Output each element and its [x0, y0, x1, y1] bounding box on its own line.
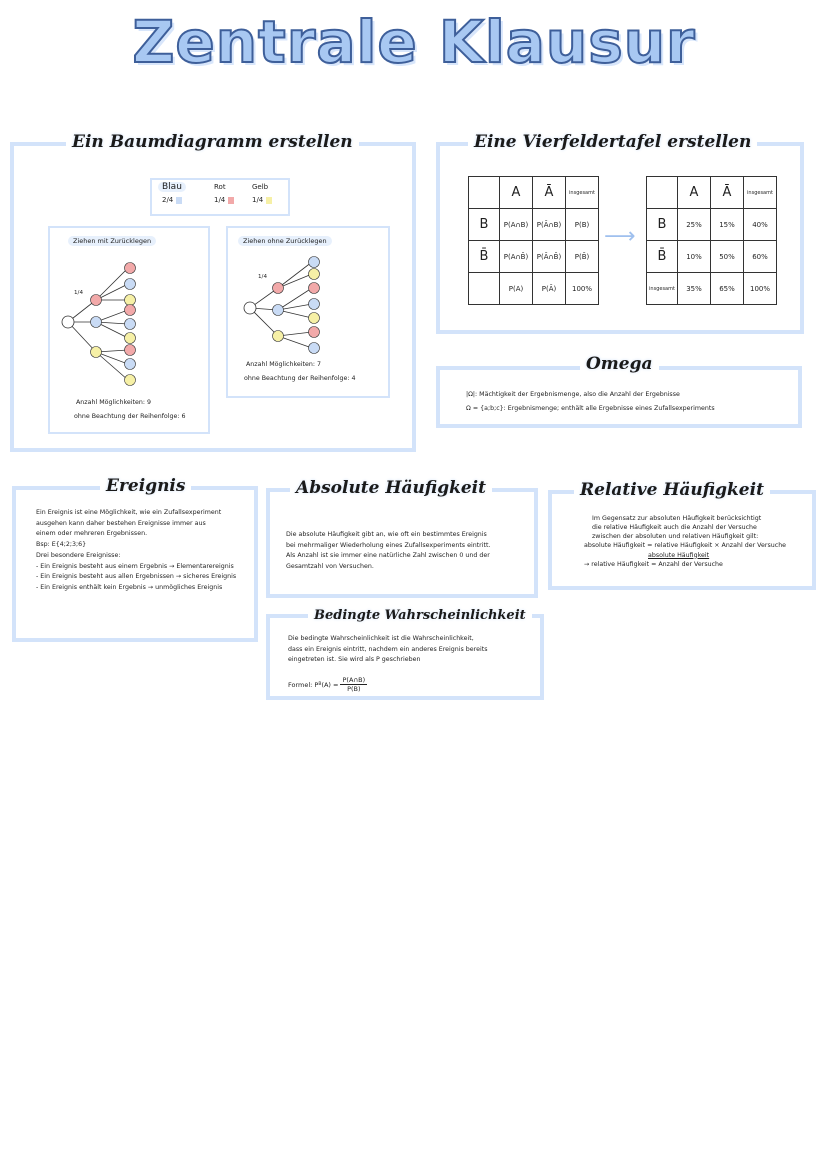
formula-after: (A) =	[321, 680, 339, 689]
tree-root	[244, 302, 256, 314]
formula-fraction	[340, 676, 367, 693]
vf1-cell: P(B̄)	[566, 241, 599, 273]
tree-leaf	[125, 319, 136, 330]
tree-leaf	[125, 345, 136, 356]
relative-fraction-numerator: absolute Häufigkeit	[648, 551, 710, 559]
tree-without-replacement-title: Ziehen ohne Zurücklegen	[238, 236, 332, 246]
tree-with-replacement	[48, 226, 210, 434]
vf2-header-a: A	[678, 177, 711, 209]
vf2-cell: 10%	[678, 241, 711, 273]
tree-node-red	[91, 295, 102, 306]
vf2-header-a-bar: Ā	[711, 177, 744, 209]
tree-leaf	[309, 283, 320, 294]
tree-without-replacement	[226, 226, 390, 398]
tree-diagram-with-replacement	[50, 252, 208, 402]
absolute-text	[286, 530, 490, 573]
formula-numerator: P(A∩B)	[342, 676, 366, 684]
formula-denominator: P(B)	[347, 685, 361, 693]
bedingte-text	[288, 634, 488, 666]
formula-label: Formel: P	[288, 680, 319, 689]
absolute-line: Als Anzahl ist sie immer eine natürliche Zahl zwischen 0 und der	[286, 552, 490, 560]
vf1-corner	[469, 177, 500, 209]
vf1-cell: P(Ā∩B)	[533, 209, 566, 241]
tree-leaf	[309, 257, 320, 268]
legend-red-label: Rot	[214, 183, 226, 191]
vf2-row-total-label: insgesamt	[647, 273, 678, 305]
vf1-cell: P(A∩B̄)	[500, 241, 533, 273]
tree-with-replacement-count: Anzahl Möglichkeiten: 9	[76, 399, 151, 406]
legend-blue-fraction: 2/4	[162, 196, 174, 204]
omega-line-1: |Ω|: Mächtigkeit der Ergebnismenge, also die Anzahl der Ergebnisse	[466, 391, 680, 398]
relative-line: zwischen der absoluten und relativen Häufigkeit gilt:	[592, 533, 759, 541]
legend-blue-swatch	[176, 197, 182, 204]
vf1-cell: P(A)	[500, 273, 533, 305]
baumdiagramm-title: Ein Baumdiagramm erstellen	[66, 132, 359, 152]
relative-text	[584, 514, 787, 569]
ereignis-line: Bsp: E{4;2;3;6}	[36, 541, 87, 549]
legend-yellow-fraction: 1/4	[252, 196, 264, 204]
tree-node-yellow	[273, 331, 284, 342]
vf1-cell: P(Ā)	[533, 273, 566, 305]
ereignis-line: - Ein Ereignis besteht aus allen Ergebnissen → sicheres Ereignis	[36, 573, 237, 581]
tree-node-blue	[91, 317, 102, 328]
baumdiagramm-section	[10, 132, 416, 452]
vf1-cell: P(B)	[566, 209, 599, 241]
bedingte-formula	[288, 676, 367, 693]
vf2-cell: 60%	[744, 241, 777, 273]
relative-title: Relative Häufigkeit	[574, 480, 770, 500]
relative-line: Im Gegensatz zur absoluten Häufigkeit berücksichtigt	[592, 515, 762, 522]
tree-without-replacement-fraction: 1/4	[258, 274, 268, 280]
tree-leaf	[309, 343, 320, 354]
bedingte-title: Bedingte Wahrscheinlichkeit	[308, 608, 532, 623]
tree-diagram-without-replacement	[228, 252, 388, 362]
tree-without-replacement-count: Anzahl Möglichkeiten: 7	[246, 361, 321, 368]
absolute-title: Absolute Häufigkeit	[290, 478, 492, 498]
vierfeldertafel-title: Eine Vierfeldertafel erstellen	[468, 132, 757, 152]
absolute-line: Die absolute Häufigkeit gibt an, wie oft ein bestimmtes Ereignis	[286, 531, 487, 538]
ereignis-line: ausgehen kann daher bestehen Ereignisse immer aus	[36, 519, 206, 527]
omega-line-2: Ω = {a;b;c}: Ergebnismenge; enthält alle Ergebnisse eines Zufallsexperiments	[466, 405, 715, 412]
tree-leaf	[125, 263, 136, 274]
ereignis-text	[36, 508, 236, 594]
vf1-row-b-label: B	[469, 209, 500, 241]
bedingte-line: eingetreten ist. Sie wird als P geschrieben	[288, 656, 421, 664]
vf1-header-total: insgesamt	[566, 177, 599, 209]
vf2-cell: 100%	[744, 273, 777, 305]
absolute-line: bei mehrmaliger Wiederholung eines Zufallsexperiments eintritt.	[286, 541, 491, 549]
vf1-row-b-bar-label: B̄	[469, 241, 500, 273]
ereignis-section	[12, 476, 258, 642]
legend-red-swatch	[228, 197, 234, 204]
vf2-row-b-bar-label: B̄	[647, 241, 678, 273]
tree-leaf	[309, 327, 320, 338]
legend-blue-label: Blau	[158, 182, 186, 192]
legend-red-fraction: 1/4	[214, 196, 226, 204]
vf1-cell: P(Ā∩B̄)	[533, 241, 566, 273]
tree-leaf	[125, 375, 136, 386]
relative-line: die relative Häufigkeit auch die Anzahl der Versuche	[592, 524, 757, 532]
vf2-cell: 35%	[678, 273, 711, 305]
tree-with-replacement-fraction: 1/4	[74, 290, 84, 296]
vf2-cell: 40%	[744, 209, 777, 241]
relative-line: → relative Häufigkeit = Anzahl der Versuche	[584, 560, 723, 568]
vf2-cell: 50%	[711, 241, 744, 273]
legend-yellow-label: Gelb	[252, 183, 269, 191]
tree-node-red	[273, 283, 284, 294]
ereignis-line: - Ein Ereignis enthält kein Ergebnis → unmögliches Ereignis	[36, 583, 223, 591]
tree-leaf	[125, 295, 136, 306]
arrow-right-icon: ⟶	[604, 224, 636, 249]
vf2-cell: 25%	[678, 209, 711, 241]
vf2-row-b-label: B	[647, 209, 678, 241]
bedingte-line: dass ein Ereignis eintritt, nachdem ein anderes Ereignis bereits	[288, 645, 488, 653]
vierfeldertafel-section	[436, 132, 804, 334]
vf1-header-a: A	[500, 177, 533, 209]
ereignis-title: Ereignis	[100, 476, 191, 496]
tree-node-yellow	[91, 347, 102, 358]
color-legend	[150, 178, 290, 216]
tree-leaf	[125, 359, 136, 370]
tree-root	[62, 316, 74, 328]
tree-with-replacement-title: Ziehen mit Zurücklegen	[68, 236, 156, 246]
bedingte-line: Die bedingte Wahrscheinlichkeit ist die Wahrscheinlichkeit,	[288, 635, 474, 642]
vf1-row-total-label	[469, 273, 500, 305]
vf1-header-a-bar: Ā	[533, 177, 566, 209]
tree-leaf	[125, 305, 136, 316]
ereignis-line: Drei besondere Ereignisse:	[36, 551, 121, 559]
vf2-header-total: insgesamt	[744, 177, 777, 209]
vf2-cell: 15%	[711, 209, 744, 241]
tree-leaf	[309, 299, 320, 310]
ereignis-line: Ein Ereignis ist eine Möglichkeit, wie ein Zufallsexperiment	[36, 509, 222, 516]
relative-section	[548, 480, 816, 590]
vierfeldertafel-example	[646, 176, 777, 305]
relative-line: absolute Häufigkeit = relative Häufigkeit × Anzahl der Versuche	[584, 542, 787, 550]
omega-section	[436, 354, 802, 428]
tree-leaf	[125, 333, 136, 344]
bedingte-section	[266, 608, 544, 700]
page-title: Zentrale Klausur	[132, 8, 696, 76]
tree-with-replacement-order: ohne Beachtung der Reihenfolge: 6	[74, 413, 186, 420]
tree-leaf	[309, 269, 320, 280]
absolute-section	[266, 478, 538, 598]
vf1-cell: 100%	[566, 273, 599, 305]
vf2-corner	[647, 177, 678, 209]
tree-leaf	[125, 279, 136, 290]
formula-sub: B	[318, 682, 322, 687]
tree-node-blue	[273, 305, 284, 316]
vierfeldertafel-general	[468, 176, 599, 305]
ereignis-line: - Ein Ereignis besteht aus einem Ergebnis → Elementarereignis	[36, 562, 234, 570]
ereignis-line: einem oder mehreren Ergebnissen.	[36, 530, 148, 538]
vf1-cell: P(A∩B)	[500, 209, 533, 241]
tree-leaf	[309, 313, 320, 324]
legend-yellow-swatch	[266, 197, 272, 204]
tree-without-replacement-order: ohne Beachtung der Reihenfolge: 4	[244, 375, 356, 382]
absolute-line: Gesamtzahl von Versuchen.	[286, 563, 374, 571]
omega-title: Omega	[580, 354, 659, 374]
vf2-cell: 65%	[711, 273, 744, 305]
